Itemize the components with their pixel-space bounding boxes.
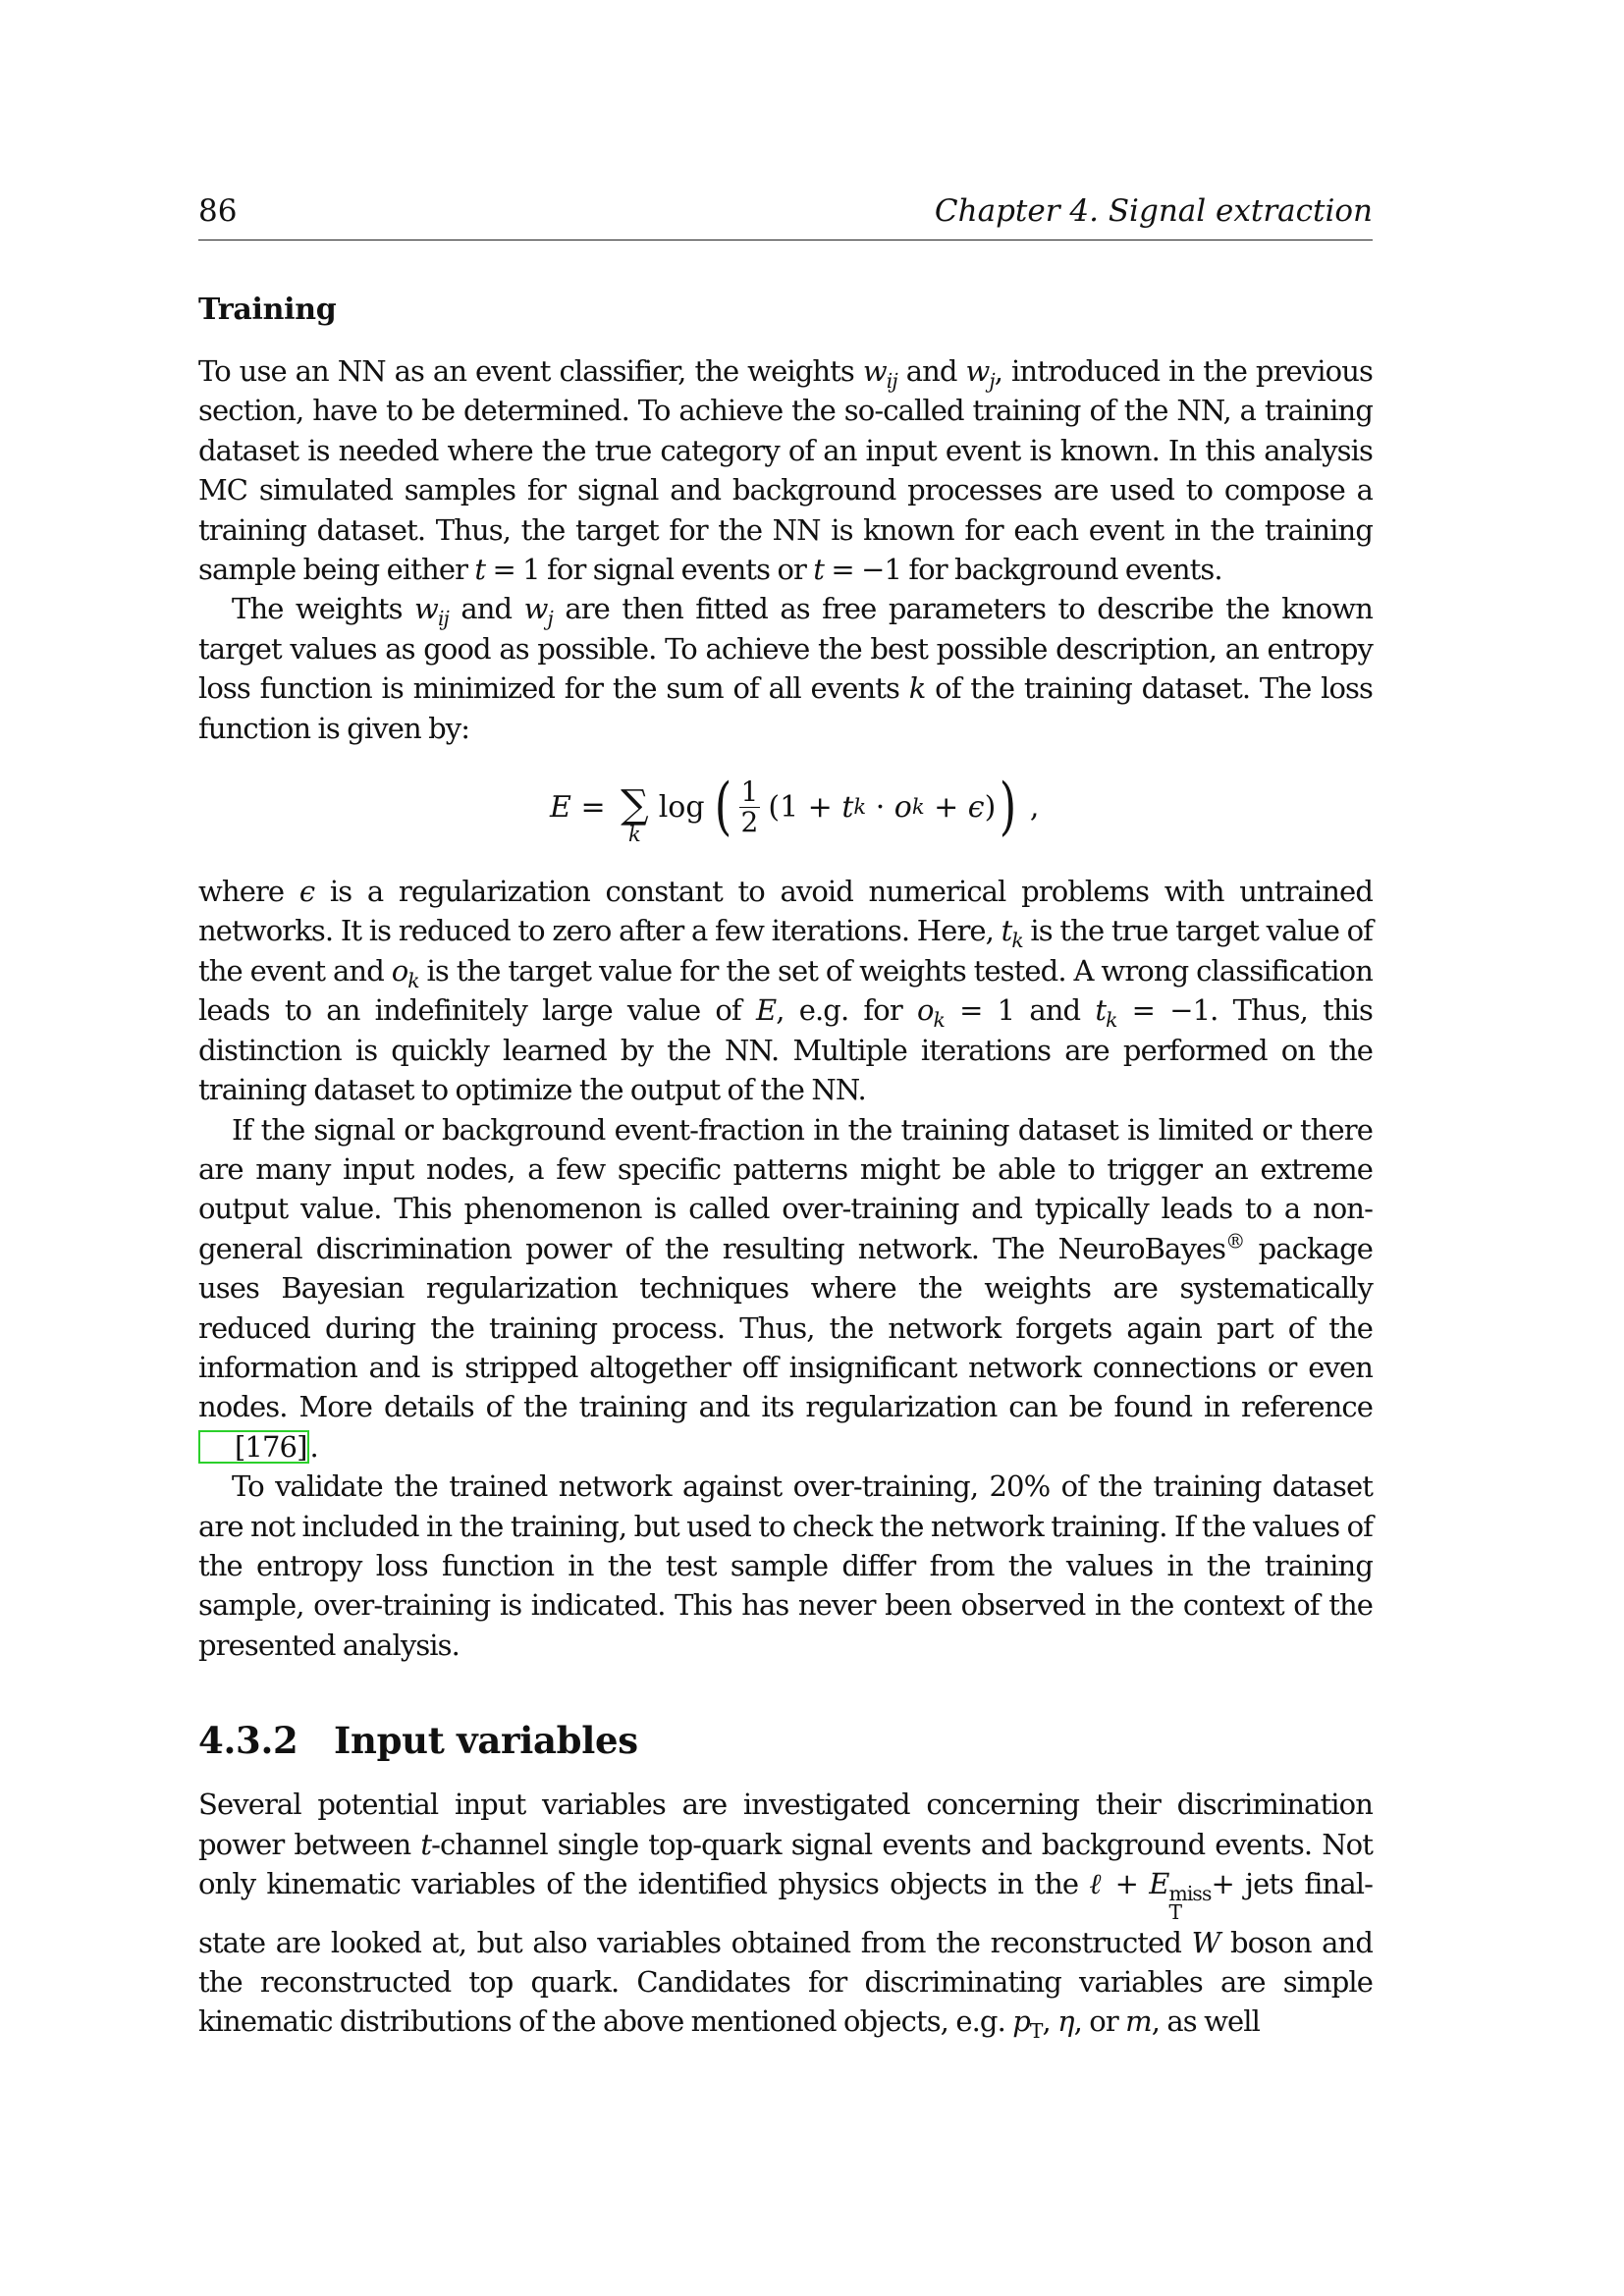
loss-function-equation: E = ∑ k log ( $\frac{1}{2}$ (1 + t k · o k + ϵ ) ) ,	[550, 771, 1040, 847]
eq-log: log	[658, 789, 705, 825]
training-paragraph-2: The weights $w_{ij}$ and $w_j$ are then fitted as free parameters to describe the known target values as good as possible. To achieve the best possible description, an entropy loss function is minimized for the sum of all events k of the training dataset. The loss function is given by:	[198, 592, 1374, 745]
eq-fraction: $\frac{1}{2}$	[740, 774, 759, 838]
citation-link-176[interactable]: [176]	[198, 1430, 309, 1464]
main-content	[198, 291, 1373, 2042]
section-heading	[198, 1718, 1373, 1763]
training-heading: Training	[198, 293, 337, 327]
section-title: Input variables	[334, 1719, 638, 1763]
sum-operator: ∑ k	[621, 782, 649, 847]
training-paragraph-1: To use an NN as an event classifier, the weights $w_{ij}$ and $w_j$, introduced in the previous section, have to be determined. To achieve the so-called training of the NN, a training dataset is needed where the true category of an input event is known. In this analysis MC simulated samples for signal and background processes are used to compose a training dataset. Thus, the target for the NN is known for each event in the training sample being either t = 1 for signal events or t = −1 for background events.	[198, 354, 1373, 587]
input-variables-paragraph: Several potential input variables are investigated concerning their discrimination power between t-channel single top-quark signal events and background events. Not only kinematic variables of the identified physics objects in the ℓ + E miss T + jets final-state are looked at, but also variables obtained from the reconstructed W boson and the reconstructed top quark. Candidates for discriminating variables are simple kinematic distributions of the above mentioned objects, e.g. $p_T$, η, or m, as well	[198, 1788, 1373, 2044]
training-paragraph-5: To validate the trained network against over-training, 20% of the training dataset are not included in the training, but used to check the network training. If the values of the entropy loss function in the test sample differ from the values in the training sample, over-training is indicated. This has never been observed in the context of the presented analysis.	[198, 1469, 1373, 1662]
training-paragraph-3: where ϵ is a regularization constant to avoid numerical problems with untrained networks. It is reduced to zero after a few iterations. Here, $t_k$ is the true target value of the event and $o_k$ is the target value for the set of weights tested. A wrong classification leads to an indefinitely large value of E, e.g. for $o_k = 1$ and $t_k = -1$. Thus, this distinction is quickly learned by the NN. Multiple iterations are performed on the training dataset to optimize the output of the NN.	[198, 875, 1373, 1107]
section-number: 4.3.2	[198, 1719, 298, 1763]
training-paragraph-4: If the signal or background event-fraction in the training dataset is limited or there are many input nodes, a few specific patterns might be able to trigger an extreme output value. This phenomenon is called over-training and typically leads to a non-general discrimination power of the resulting network. The NeuroBayes® package uses Bayesian regularization techniques where the weights are systematically reduced during the training process. Thus, the network forgets again part of the information and is stripped altogether off insignificant network connections or even nodes. More details of the training and its regularization can be found in reference [176] .	[198, 1112, 1373, 1464]
chapter-title: Chapter 4. Signal extraction	[934, 193, 1373, 229]
eq-lhs: E	[550, 789, 571, 825]
page-number: 86	[198, 193, 238, 229]
